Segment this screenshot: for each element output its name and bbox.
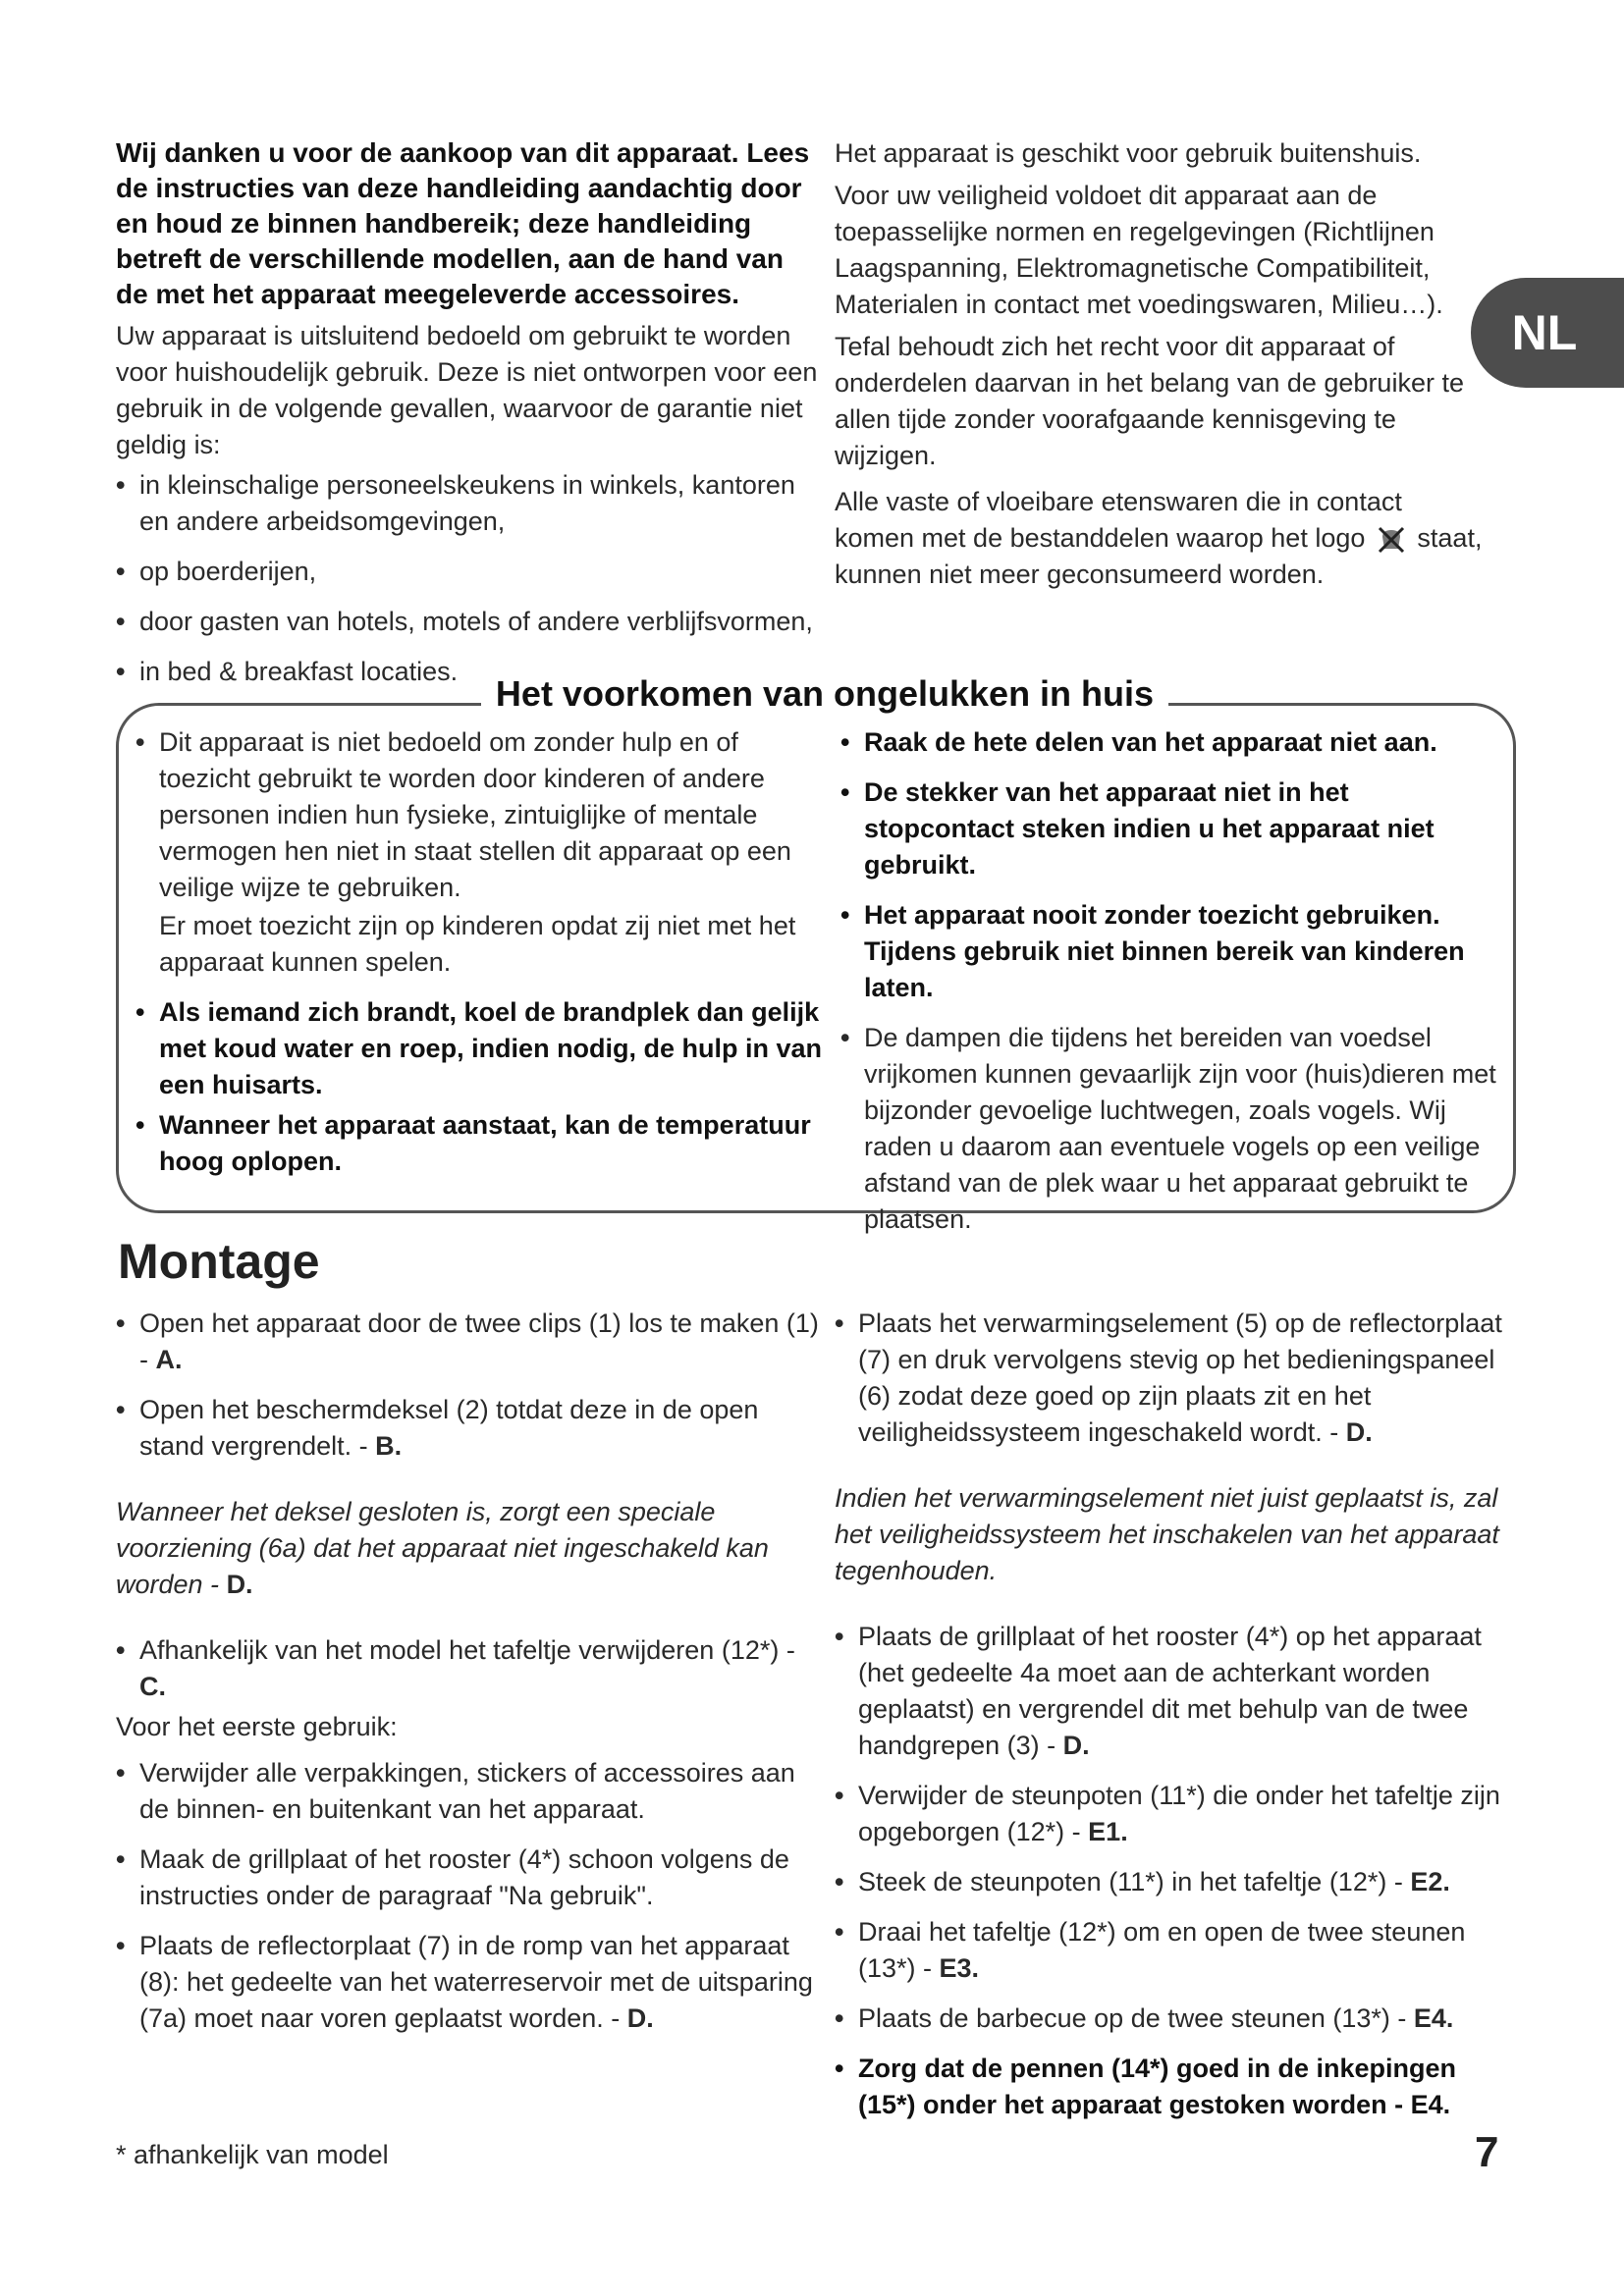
step-heating xyxy=(835,1306,1512,1451)
step-heating-ref: D. xyxy=(1345,1417,1373,1447)
first-use-label: Voor het eerste gebruik: xyxy=(116,1712,398,1741)
montage-right-column xyxy=(835,1306,1512,2137)
montage-left-column xyxy=(116,1306,823,2051)
step-heating-text: Plaats het verwarmingselement (5) op de reflectorplaat (7) en druk vervolgens stevig op het bedieningspaneel (6) zodat deze goed op zijn plaats zit en het veiligheidssysteem ingeschakeld wordt. - xyxy=(858,1308,1502,1447)
list-item: • op boerderijen, xyxy=(116,554,823,590)
list-item: • in bed & breakfast locaties. xyxy=(116,654,823,690)
warning-temperature: • Wanneer het apparaat aanstaat, kan de temperatuur hoog oplopen. xyxy=(135,1107,823,1180)
step-clean: • Maak de grillplaat of het rooster (4*) schoon volgens de instructies onder de paragraaf "Na gebruik". xyxy=(116,1842,823,1914)
step-clips-text: Open het apparaat door de twee clips (1) los te maken (1) - xyxy=(139,1308,819,1374)
intro-use-paragraph: Uw apparaat is uitsluitend bedoeld om gebruikt te worden voor huishoudelijk gebruik. Deze is niet ontworpen voor een gebruik in de volgende gevallen, waarvoor de garantie niet geldig is: xyxy=(116,321,818,459)
step-turn-text: Draai het tafeltje (12*) om en open de twee steunen (13*) - xyxy=(858,1917,1466,1983)
warning-supervision: • Het apparaat nooit zonder toezicht gebruiken. Tijdens gebruik niet binnen bereik van kinderen laten. xyxy=(840,897,1496,1006)
step-insert-text: Steek de steunpoten (11*) in het tafeltje (12*) - xyxy=(858,1867,1403,1896)
step-reflector-ref: D. xyxy=(626,2003,654,2033)
warning-title: Het voorkomen van ongelukken in huis xyxy=(481,669,1168,719)
warning-supervise: Er moet toezicht zijn op kinderen opdat zij niet met het apparaat kunnen spelen. xyxy=(159,911,796,977)
food-text-b: staat, kunnen niet meer geconsumeerd worden. xyxy=(835,523,1483,589)
step-legs xyxy=(835,1778,1512,1850)
warning-fumes: • De dampen die tijdens het bereiden van voedsel vrijkomen kunnen gevaarlijk zijn voor (huis)dieren met bijzonder gevoelige luchtwegen, zoals vogels. Wij raden u daarom aan eventuele vogels op een veilige afstand van de plek waar u het apparaat gebruikt te plaatsen. xyxy=(840,1020,1496,1238)
step-lid-ref: B. xyxy=(375,1431,403,1461)
language-tab: NL xyxy=(1471,278,1624,388)
lid-note-ref: D. xyxy=(226,1570,253,1599)
step-insert xyxy=(835,1864,1512,1900)
step-pins xyxy=(835,2051,1512,2123)
intro-left-column xyxy=(116,135,823,704)
warning-hot-parts: • Raak de hete delen van het apparaat niet aan. xyxy=(840,724,1496,761)
step-pins-ref: E4. xyxy=(1410,2090,1451,2119)
step-table-text: Afhankelijk van het model het tafeltje verwijderen (12*) - xyxy=(139,1635,795,1665)
step-lid xyxy=(116,1392,823,1465)
step-lid-text: Open het beschermdeksel (2) totdat deze in de open stand vergrendelt. - xyxy=(139,1395,759,1461)
step-turn-ref: E3. xyxy=(939,1953,980,1983)
step-grill xyxy=(835,1619,1512,1764)
food-paragraph xyxy=(835,484,1483,593)
tefal-paragraph: Tefal behoudt zich het recht voor dit apparaat of onderdelen daarvan in het belang van de gebruiker te allen tijde zonder voorafgaande kennisgeving te wijzigen. xyxy=(835,332,1464,470)
list-item: • in kleinschalige personeelskeukens in winkels, kantoren en andere arbeidsomgevingen, xyxy=(116,467,823,540)
step-insert-ref: E2. xyxy=(1410,1867,1450,1896)
step-legs-text: Verwijder de steunpoten (11*) die onder het tafeltje zijn opgeborgen (12*) - xyxy=(858,1781,1500,1846)
list-item: • door gasten van hotels, motels of andere verblijfsvormen, xyxy=(116,604,823,640)
step-reflector xyxy=(116,1928,823,2037)
lid-note-text: Wanneer het deksel gesloten is, zorgt een speciale voorziening (6a) dat het apparaat niet ingeschakeld kan worden - xyxy=(116,1497,769,1599)
step-clips xyxy=(116,1306,823,1378)
lid-note xyxy=(116,1494,823,1603)
food-contact-crossed-icon xyxy=(1377,525,1406,555)
step-legs-ref: E1. xyxy=(1088,1817,1128,1846)
intro-right-column xyxy=(835,135,1483,607)
warning-children: • Dit apparaat is niet bedoeld om zonder hulp en of toezicht gebruikt te worden door kinderen of andere personen indien hun fysieke, zintuiglijke of mentale vermogen hen niet in staat stellen dit apparaat op een veilige wijze te gebruiken. xyxy=(135,724,823,906)
step-remove: • Verwijder alle verpakkingen, stickers of accessoires aan de binnen- en buitenkant van het apparaat. xyxy=(116,1755,823,1828)
step-table xyxy=(116,1632,823,1705)
outdoor-paragraph: Het apparaat is geschikt voor gebruik buitenshuis. xyxy=(835,138,1422,168)
montage-heading: Montage xyxy=(118,1234,320,1289)
safety-paragraph: Voor uw veiligheid voldoet dit apparaat aan de toepasselijke normen en regelgevingen (Richtlijnen Laagspanning, Elektromagnetische Compatibiliteit, Materialen in contact met voedingswaren, Milieu…). xyxy=(835,181,1443,319)
warning-left-column xyxy=(135,724,823,1194)
step-place xyxy=(835,2001,1512,2037)
warning-right-column xyxy=(840,724,1496,1252)
intro-lead: Wij danken u voor de aankoop van dit apparaat. Lees de instructies van deze handleiding aandachtig door en houd ze binnen handbereik; deze handleiding betreft de verschillende modellen, aan de hand van de met het apparaat meegeleverde accessoires. xyxy=(116,137,810,309)
step-turn xyxy=(835,1914,1512,1987)
heating-note: Indien het verwarmingselement niet juist geplaatst is, zal het veiligheidssysteem het inschakelen van het apparaat tegenhouden. xyxy=(835,1483,1499,1585)
step-place-text: Plaats de barbecue op de twee steunen (13*) - xyxy=(858,2003,1407,2033)
step-pins-text: Zorg dat de pennen (14*) goed in de inkepingen (15*) onder het apparaat gestoken worden - xyxy=(858,2054,1457,2119)
warning-burn: • Als iemand zich brandt, koel de brandplek dan gelijk met koud water en roep, indien nodig, de hulp in van een huisarts. xyxy=(135,994,823,1103)
food-text-a: Alle vaste of vloeibare etenswaren die in contact komen met de bestanddelen waarop het logo xyxy=(835,487,1402,553)
warning-plug: • De stekker van het apparaat niet in het stopcontact steken indien u het apparaat niet gebruikt. xyxy=(840,774,1496,883)
step-grill-text: Plaats de grillplaat of het rooster (4*) op het apparaat (het gedeelte 4a moet aan de achterkant worden geplaatst) en vergrendel dit met behulp van de twee handgrepen (3) - xyxy=(858,1622,1482,1760)
step-grill-ref: D. xyxy=(1062,1731,1090,1760)
step-place-ref: E4. xyxy=(1413,2003,1454,2033)
step-reflector-text: Plaats de reflectorplaat (7) in de romp van het apparaat (8): het gedeelte van het waterreservoir met de uitsparing (7a) moet naar voren geplaatst worden. - xyxy=(139,1931,813,2033)
footnote: * afhankelijk van model xyxy=(116,2140,389,2169)
intro-cases-list xyxy=(116,467,823,690)
step-clips-ref: A. xyxy=(155,1345,183,1374)
step-table-ref: C. xyxy=(139,1672,166,1701)
page-number: 7 xyxy=(1475,2128,1499,2176)
